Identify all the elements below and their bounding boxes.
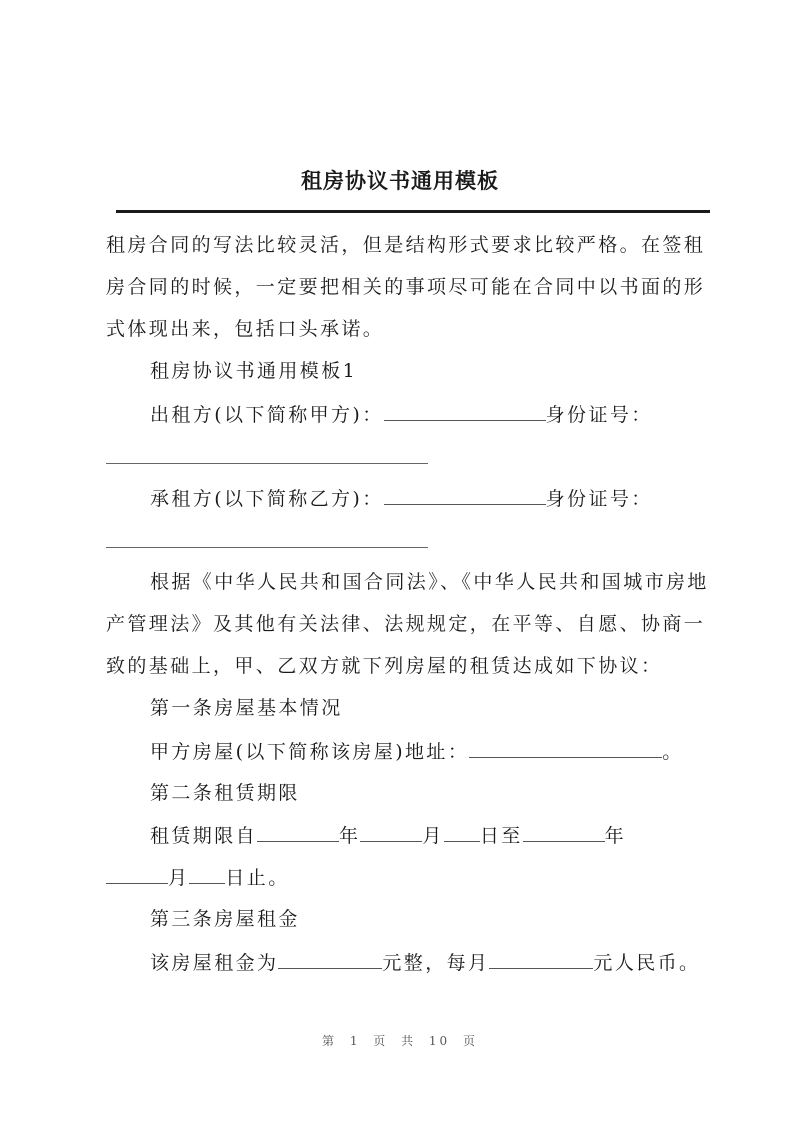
party-a-line [150, 402, 653, 427]
document-title: 租房协议书通用模板 [301, 168, 499, 193]
term-line [150, 823, 626, 848]
end-month-field[interactable] [106, 865, 168, 884]
rent-total-field[interactable] [278, 950, 382, 969]
party-a-label: 出租方(以下简称甲方)： [150, 404, 384, 426]
rent-line [150, 950, 700, 975]
party-a-name-field[interactable] [384, 402, 546, 421]
party-a-id-label: 身份证号： [545, 404, 653, 426]
intro-line-3: 式体现出来，包括口头承诺。 [106, 318, 385, 340]
address-field[interactable] [469, 739, 662, 758]
start-month-field[interactable] [360, 823, 422, 842]
start-day-field[interactable] [444, 823, 480, 842]
article2-heading: 第二条租赁期限 [150, 782, 300, 804]
start-year-label: 年 [339, 825, 361, 847]
section-heading: 租房协议书通用模板1 [150, 360, 358, 382]
basis-line-2: 产管理法》及其他有关法律、法规规定，在平等、自愿、协商一 [106, 613, 706, 635]
end-year-label: 年 [604, 825, 627, 847]
party-b-id-label: 身份证号： [545, 488, 653, 510]
intro-line-2: 房合同的时候，一定要把相关的事项尽可能在合同中以书面的形 [106, 276, 706, 298]
term-prefix: 租赁期限自 [150, 825, 258, 847]
party-b-name-field[interactable] [384, 486, 546, 505]
title-divider [116, 210, 710, 213]
term-line-2 [106, 865, 290, 890]
end-day-label: 日止。 [225, 867, 290, 889]
start-month-label: 月 [422, 825, 444, 847]
party-b-line [150, 486, 653, 511]
party-b-id-field[interactable] [106, 547, 428, 548]
page-footer: 第 1 页 共 10 页 [322, 1034, 478, 1048]
end-month-label: 月 [168, 867, 190, 889]
basis-line-3: 致的基础上，甲、乙双方就下列房屋的租赁达成如下协议： [106, 655, 663, 677]
rent-prefix: 该房屋租金为 [150, 952, 279, 974]
address-period: 。 [662, 741, 684, 763]
rent-mid: 元整，每月 [382, 952, 490, 974]
rent-monthly-field[interactable] [489, 950, 593, 969]
end-year-field[interactable] [523, 823, 605, 842]
basis-line-1: 根据《中华人民共和国合同法》、《中华人民共和国城市房地 [150, 571, 709, 593]
party-a-id-field[interactable] [106, 463, 428, 464]
address-line [150, 739, 684, 764]
start-day-label: 日至 [479, 825, 523, 847]
intro-line-1: 租房合同的写法比较灵活，但是结构形式要求比较严格。在签租 [106, 234, 706, 256]
end-day-field[interactable] [189, 865, 225, 884]
rent-suffix: 元人民币。 [593, 952, 701, 974]
article3-heading: 第三条房屋租金 [150, 908, 300, 930]
article1-heading: 第一条房屋基本情况 [150, 697, 343, 719]
party-b-label: 承租方(以下简称乙方)： [150, 488, 384, 510]
address-label: 甲方房屋(以下简称该房屋)地址： [150, 741, 470, 763]
start-year-field[interactable] [257, 823, 339, 842]
